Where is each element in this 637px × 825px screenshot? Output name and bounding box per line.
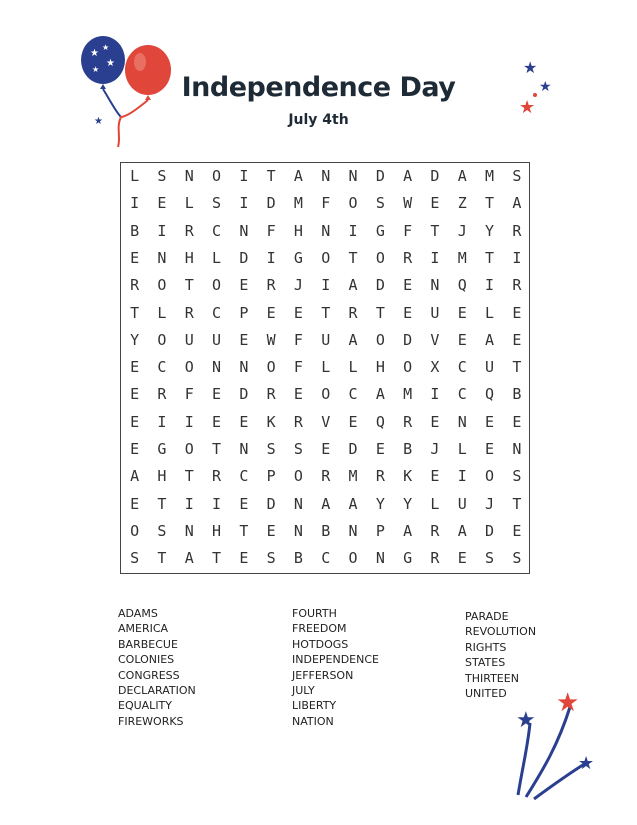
grid-letter: N xyxy=(348,521,358,540)
grid-letter: G xyxy=(157,440,167,458)
grid-letter: B xyxy=(321,521,331,540)
word-list-column-1 xyxy=(118,606,196,729)
grid-letter: I xyxy=(348,221,358,240)
grid-letter: E xyxy=(157,194,167,213)
word-list-item: FIREWORKS xyxy=(118,714,184,728)
grid-letter: O xyxy=(157,276,167,295)
grid-letter: I xyxy=(457,467,467,486)
grid-letter: R xyxy=(375,467,385,486)
grid-letter: O xyxy=(403,358,413,377)
grid-letter: O xyxy=(348,549,358,568)
grid-letter: P xyxy=(239,303,249,322)
grid-letter: A xyxy=(375,385,385,404)
grid-letter: A xyxy=(457,167,467,185)
grid-letter: T xyxy=(512,358,522,377)
grid-letter: C xyxy=(457,385,467,404)
svg-text:★: ★ xyxy=(106,58,115,69)
grid-letter: E xyxy=(321,440,331,458)
grid-letter: K xyxy=(403,467,413,486)
grid-letter: S xyxy=(293,440,303,458)
grid-letter: O xyxy=(348,194,358,213)
word-search-grid xyxy=(120,162,530,574)
grid-letter: D xyxy=(485,521,495,540)
grid-letter: T xyxy=(184,276,194,295)
grid-letter: M xyxy=(457,248,467,267)
grid-letter: R xyxy=(321,467,331,486)
grid-letter: N xyxy=(512,440,522,458)
grid-letter: R xyxy=(512,276,522,295)
grid-letter: R xyxy=(430,549,440,568)
grid-letter: I xyxy=(184,494,194,513)
grid-letter: O xyxy=(212,167,222,185)
grid-letter: R xyxy=(403,248,413,267)
grid-letter: Q xyxy=(375,412,385,431)
grid-letter: T xyxy=(485,248,495,267)
grid-letter: D xyxy=(266,494,276,513)
grid-letter: A xyxy=(485,330,495,349)
grid-letter: V xyxy=(321,412,331,431)
grid-letter: C xyxy=(157,358,167,377)
page-title: Independence Day xyxy=(181,72,456,103)
grid-letter: U xyxy=(321,330,331,349)
grid-letter: X xyxy=(430,358,440,377)
grid-letter: D xyxy=(430,167,440,185)
word-list-item: JEFFERSON xyxy=(292,668,354,682)
word-list-item: EQUALITY xyxy=(118,699,172,713)
grid-letter: E xyxy=(212,385,222,404)
grid-letter: H xyxy=(293,221,303,240)
grid-letter: T xyxy=(157,549,167,568)
grid-letter: N xyxy=(430,276,440,295)
grid-letter: O xyxy=(485,467,495,486)
grid-letter: T xyxy=(348,248,358,267)
grid-letter: I xyxy=(239,167,249,185)
grid-letter: J xyxy=(430,440,440,458)
grid-letter: D xyxy=(375,167,385,185)
grid-letter: I xyxy=(184,412,194,431)
grid-letter: B xyxy=(293,549,303,568)
grid-letter: N xyxy=(375,549,385,568)
grid-letter: H xyxy=(157,467,167,486)
grid-letter: E xyxy=(239,330,249,349)
grid-letter: L xyxy=(485,303,495,322)
grid-letter: N xyxy=(457,412,467,431)
grid-letter: R xyxy=(293,412,303,431)
word-list-item: RIGHTS xyxy=(465,640,507,654)
grid-letter: A xyxy=(348,276,358,295)
grid-letter: U xyxy=(430,303,440,322)
grid-letter: I xyxy=(512,248,522,267)
grid-letter: A xyxy=(321,494,331,513)
word-list-item: FOURTH xyxy=(292,607,337,620)
grid-letter: O xyxy=(375,248,385,267)
grid-letter: T xyxy=(184,467,194,486)
grid-letter: T xyxy=(430,221,440,240)
grid-letter: A xyxy=(457,521,467,540)
grid-letter: U xyxy=(184,330,194,349)
grid-letter: S xyxy=(130,549,140,568)
grid-letter: Y xyxy=(130,330,140,349)
grid-letter: I xyxy=(430,248,440,267)
grid-letter: F xyxy=(403,221,413,240)
grid-letter: E xyxy=(512,521,522,540)
grid-letter: E xyxy=(485,440,495,458)
grid-letter: V xyxy=(430,330,440,349)
grid-letter: F xyxy=(293,358,303,377)
grid-letter: E xyxy=(457,330,467,349)
grid-letter: T xyxy=(485,194,495,213)
grid-letter: S xyxy=(157,521,167,540)
grid-letter: D xyxy=(403,330,413,349)
grid-letter: O xyxy=(293,467,303,486)
grid-letter: N xyxy=(321,221,331,240)
svg-text:★: ★ xyxy=(523,58,538,77)
grid-letter: R xyxy=(266,385,276,404)
grid-letter: G xyxy=(375,221,385,240)
grid-letter: N xyxy=(239,221,249,240)
grid-letter: I xyxy=(157,221,167,240)
firework-stars-illustration xyxy=(508,685,608,800)
word-list-item: NATION xyxy=(292,714,334,728)
grid-letter: R xyxy=(403,412,413,431)
grid-letter: C xyxy=(239,467,249,486)
grid-letter: E xyxy=(375,440,385,458)
grid-letter: H xyxy=(184,248,194,267)
grid-letter: E xyxy=(403,276,413,295)
svg-text:★: ★ xyxy=(94,116,103,127)
grid-letter: O xyxy=(266,358,276,377)
grid-letter: T xyxy=(239,521,249,540)
grid-letter: W xyxy=(266,330,276,349)
grid-letter: E xyxy=(212,412,222,431)
grid-letter: N xyxy=(212,358,222,377)
grid-letter: C xyxy=(212,303,222,322)
grid-letter: T xyxy=(212,440,222,458)
svg-text:★: ★ xyxy=(92,65,100,74)
grid-letter: F xyxy=(293,330,303,349)
grid-letter: L xyxy=(321,358,331,377)
grid-letter: A xyxy=(293,167,303,185)
grid-letter: I xyxy=(212,494,222,513)
grid-letter: L xyxy=(157,303,167,322)
grid-letter: E xyxy=(130,440,140,458)
svg-text:★: ★ xyxy=(90,48,99,59)
word-list-item: AMERICA xyxy=(118,622,169,636)
grid-letter: E xyxy=(130,385,140,404)
grid-letter: N xyxy=(321,167,331,185)
svg-text:★: ★ xyxy=(102,43,110,52)
grid-letter: O xyxy=(212,276,222,295)
grid-letter: L xyxy=(430,494,440,513)
grid-letter: I xyxy=(266,248,276,267)
word-list-item: ADAMS xyxy=(118,607,158,620)
word-list-item: PARADE xyxy=(465,610,509,623)
grid-letter: E xyxy=(293,385,303,404)
grid-letter: C xyxy=(348,385,358,404)
grid-letter: C xyxy=(321,549,331,568)
grid-letter: T xyxy=(266,167,276,185)
grid-letter: D xyxy=(375,276,385,295)
grid-letter: J xyxy=(293,276,303,295)
grid-letter: A xyxy=(348,494,358,513)
grid-letter: N xyxy=(157,248,167,267)
grid-letter: E xyxy=(130,494,140,513)
grid-letter: D xyxy=(266,194,276,213)
grid-letter: J xyxy=(457,221,467,240)
word-list-item: COLONIES xyxy=(118,653,175,667)
word-list-item: HOTDOGS xyxy=(292,637,349,651)
word-list-item: THIRTEEN xyxy=(465,671,519,685)
svg-text:★: ★ xyxy=(578,753,595,774)
grid-letter: E xyxy=(430,467,440,486)
grid-letter: Y xyxy=(375,494,385,513)
grid-letter: F xyxy=(266,221,276,240)
grid-letter: T xyxy=(130,303,140,322)
grid-letter: E xyxy=(239,549,249,568)
word-list-column-2 xyxy=(292,606,379,729)
grid-letter: E xyxy=(239,276,249,295)
grid-letter: A xyxy=(184,549,194,568)
grid-letter: B xyxy=(512,385,522,404)
grid-letter: M xyxy=(403,385,413,404)
grid-letter: E xyxy=(266,303,276,322)
grid-letter: G xyxy=(403,549,413,568)
grid-letter: J xyxy=(485,494,495,513)
grid-letter: C xyxy=(212,221,222,240)
grid-letter: E xyxy=(430,412,440,431)
grid-letter: N xyxy=(239,358,249,377)
grid-letter: O xyxy=(184,358,194,377)
grid-letter: M xyxy=(293,194,303,213)
grid-letter: S xyxy=(512,167,522,185)
grid-letter: E xyxy=(403,303,413,322)
page-subtitle: July 4th xyxy=(288,112,349,128)
grid-letter: T xyxy=(321,303,331,322)
grid-letter: U xyxy=(212,330,222,349)
grid-letter: S xyxy=(375,194,385,213)
grid-letter: P xyxy=(375,521,385,540)
grid-letter: E xyxy=(293,303,303,322)
grid-letter: Q xyxy=(457,276,467,295)
grid-letter: Y xyxy=(403,494,413,513)
grid-letter: O xyxy=(130,521,140,540)
grid-letter: E xyxy=(457,549,467,568)
grid-letter: L xyxy=(348,358,358,377)
grid-letter: I xyxy=(239,194,249,213)
grid-letter: P xyxy=(266,467,276,486)
svg-text:★: ★ xyxy=(519,97,536,115)
word-list-item: CONGRESS xyxy=(118,668,180,682)
grid-letter: S xyxy=(485,549,495,568)
grid-letter: Y xyxy=(485,221,495,240)
grid-letter: E xyxy=(485,412,495,431)
word-list-item: REVOLUTION xyxy=(465,625,537,639)
grid-letter: R xyxy=(512,221,522,240)
grid-letter: L xyxy=(184,194,194,213)
grid-letter: O xyxy=(375,330,385,349)
grid-letter: A xyxy=(403,521,413,540)
svg-text:★: ★ xyxy=(539,79,552,95)
grid-letter: E xyxy=(512,412,522,431)
grid-letter: A xyxy=(403,167,413,185)
grid-letter: E xyxy=(348,412,358,431)
grid-letter: H xyxy=(375,358,385,377)
grid-letter: D xyxy=(239,385,249,404)
grid-letter: D xyxy=(239,248,249,267)
grid-letter: S xyxy=(512,467,522,486)
grid-letter: F xyxy=(184,385,194,404)
grid-letter: S xyxy=(212,194,222,213)
grid-letter: T xyxy=(375,303,385,322)
grid-letter: I xyxy=(430,385,440,404)
grid-letter: A xyxy=(130,467,140,486)
grid-letter: B xyxy=(130,221,140,240)
grid-letter: R xyxy=(130,276,140,295)
grid-letter: G xyxy=(293,248,303,267)
grid-letter: E xyxy=(130,412,140,431)
grid-letter: S xyxy=(266,440,276,458)
grid-letter: K xyxy=(266,412,276,431)
grid-letter: L xyxy=(457,440,467,458)
grid-letter: A xyxy=(348,330,358,349)
grid-letter: M xyxy=(485,167,495,185)
grid-letter: R xyxy=(430,521,440,540)
grid-letter: R xyxy=(348,303,358,322)
grid-letter: I xyxy=(485,276,495,295)
grid-letter: Q xyxy=(485,385,495,404)
grid-letter: T xyxy=(212,549,222,568)
grid-letter: E xyxy=(130,248,140,267)
grid-letter: R xyxy=(212,467,222,486)
grid-letter: C xyxy=(457,358,467,377)
grid-letter: A xyxy=(512,194,522,213)
grid-letter: R xyxy=(184,303,194,322)
grid-letter: R xyxy=(266,276,276,295)
grid-letter: S xyxy=(157,167,167,185)
grid-letter: T xyxy=(512,494,522,513)
grid-letter: W xyxy=(403,194,413,213)
word-list-item: LIBERTY xyxy=(292,699,337,713)
word-list-item: UNITED xyxy=(465,686,507,700)
grid-letter: D xyxy=(348,440,358,458)
word-list-item: INDEPENDENCE xyxy=(292,653,379,667)
grid-letter: N xyxy=(184,167,194,185)
grid-letter: E xyxy=(266,521,276,540)
grid-letter: R xyxy=(184,221,194,240)
grid-letter: S xyxy=(512,549,522,568)
svg-text:★: ★ xyxy=(516,708,536,733)
grid-letter: N xyxy=(348,167,358,185)
grid-letter: Z xyxy=(457,194,467,213)
grid-letter: T xyxy=(157,494,167,513)
grid-letter: I xyxy=(321,276,331,295)
word-list-item: STATES xyxy=(465,656,506,670)
word-list-item: JULY xyxy=(292,683,315,697)
svg-text:★: ★ xyxy=(556,688,580,718)
grid-letter: E xyxy=(239,412,249,431)
grid-letter: E xyxy=(457,303,467,322)
grid-letter: N xyxy=(293,494,303,513)
grid-letter: B xyxy=(403,440,413,458)
grid-letter: N xyxy=(184,521,194,540)
grid-letter: F xyxy=(321,194,331,213)
grid-letter: L xyxy=(130,167,140,185)
grid-letter: H xyxy=(212,521,222,540)
grid-letter: E xyxy=(430,194,440,213)
grid-letter: R xyxy=(157,385,167,404)
grid-letter: U xyxy=(457,494,467,513)
grid-letter: I xyxy=(130,194,140,213)
grid-letter: S xyxy=(266,549,276,568)
grid-letter: N xyxy=(293,521,303,540)
word-list-item: DECLARATION xyxy=(118,683,196,697)
grid-letter: E xyxy=(239,494,249,513)
grid-letter: O xyxy=(184,440,194,458)
word-list-item: FREEDOM xyxy=(292,622,347,636)
grid-letter: I xyxy=(157,412,167,431)
grid-letter: N xyxy=(239,440,249,458)
grid-letter: O xyxy=(157,330,167,349)
grid-letter: E xyxy=(512,303,522,322)
grid-letter: U xyxy=(485,358,495,377)
grid-letter: O xyxy=(321,385,331,404)
grid-letter: E xyxy=(130,358,140,377)
grid-letter: L xyxy=(212,248,222,267)
word-list-item: BARBECUE xyxy=(118,637,178,651)
grid-letter: E xyxy=(512,330,522,349)
grid-letter: M xyxy=(348,467,358,486)
grid-letter: O xyxy=(321,248,331,267)
